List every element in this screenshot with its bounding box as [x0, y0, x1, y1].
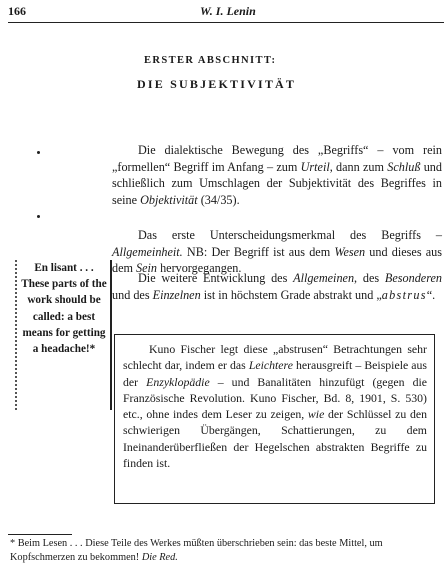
margin-mark-dot — [37, 215, 40, 218]
emphasis-urteil: Urteil — [300, 159, 330, 174]
page-header — [8, 4, 444, 22]
emphasis-objektivitaet: Objektivität — [140, 192, 198, 207]
margin-mark-dot — [37, 151, 40, 154]
emphasis-allgemeinen: Allgemeinen — [293, 271, 355, 285]
emphasis-allgemeinheit: Allgemeinheit. — [112, 244, 183, 259]
text-run: Die weitere Entwicklung des — [138, 271, 294, 285]
text-run: (34/35). — [197, 192, 240, 207]
text-run: Die dialektische Bewegung des „Begriffs“ – vom rein „formellen“ Begriff im Anfang – zum — [112, 143, 442, 174]
emphasis-sein: Sein — [136, 261, 158, 275]
header-rule — [8, 22, 444, 23]
text-run: NB: Der Begriff ist aus dem — [182, 244, 335, 259]
emphasis-enzyklopaedie: Enzyklopädie — [146, 374, 210, 389]
section-label: ERSTER ABSCHNITT: — [144, 55, 277, 66]
text-run: Das erste Unterscheidungsmerkmal des Begriffs – — [138, 228, 442, 242]
emphasis-besonderen: Besonderen — [384, 271, 442, 285]
text-run: – und Banalitäten hinzufügt (gegen die Französische Revolution. Kuno Fischer, Bd. 8, 1901, S. 530) etc., ohne indes dem Leser zu zeigen, — [123, 374, 428, 422]
footnote — [10, 537, 446, 565]
emphasis-abstrus: abstrus — [381, 287, 427, 302]
text-run: und des — [112, 287, 153, 302]
text-run: , des — [354, 271, 385, 285]
emphasis-wesen: Wesen — [334, 244, 366, 259]
boxed-quote — [114, 334, 435, 504]
marginal-note-text: En lisant . . . These parts of the work should be called: a best means for getting a headache!* — [21, 262, 107, 356]
boxed-quote-text — [123, 341, 427, 471]
footnote-text: * Beim Lesen . . . Diese Teile des Werkes müßten überschrieben sein: das beste Mittel, um Kopfschmerzen zu bekommen! — [10, 538, 383, 563]
paragraph-further-development — [112, 270, 442, 303]
text-run: der Schlüssel zu den schwierigen Übergängen, Schattierungen, zu dem Ineinanderüberfließen der Hegelschen abstrakten Begriffe zu finden ist. — [123, 407, 427, 471]
footnote-rule — [8, 534, 72, 535]
text-run: , dann zum — [329, 159, 388, 174]
text-run: hervorgegangen. — [157, 261, 242, 275]
emphasis-leichtere: Leichtere — [248, 358, 293, 373]
text-run: herausgreift – Beispiele aus der — [123, 358, 427, 389]
page-number: 166 — [8, 4, 26, 18]
emphasis-schluss: Schluß — [387, 159, 421, 174]
marginal-note — [15, 260, 112, 410]
emphasis-wie: wie — [307, 407, 325, 422]
text-run: “. — [426, 287, 436, 302]
running-head: W. I. Lenin — [200, 4, 256, 18]
footnote-attribution: Die Red. — [141, 552, 178, 563]
text-run: und dieses aus dem — [112, 244, 443, 275]
paragraph-dialectical-movement — [112, 142, 442, 208]
text-run: ist in höchstem Grade abstrakt und „ — [200, 287, 382, 302]
text-run: Kuno Fischer legt diese „abstrusen“ Betrachtungen sehr schlecht dar, indem er das — [123, 342, 427, 373]
section-title: DIE SUBJEKTIVITÄT — [137, 77, 297, 91]
emphasis-einzelnen: Einzelnen — [152, 287, 201, 302]
text-run: und schließlich zum Umschlagen der Subjektivität des Begriffes in seine — [112, 159, 442, 207]
